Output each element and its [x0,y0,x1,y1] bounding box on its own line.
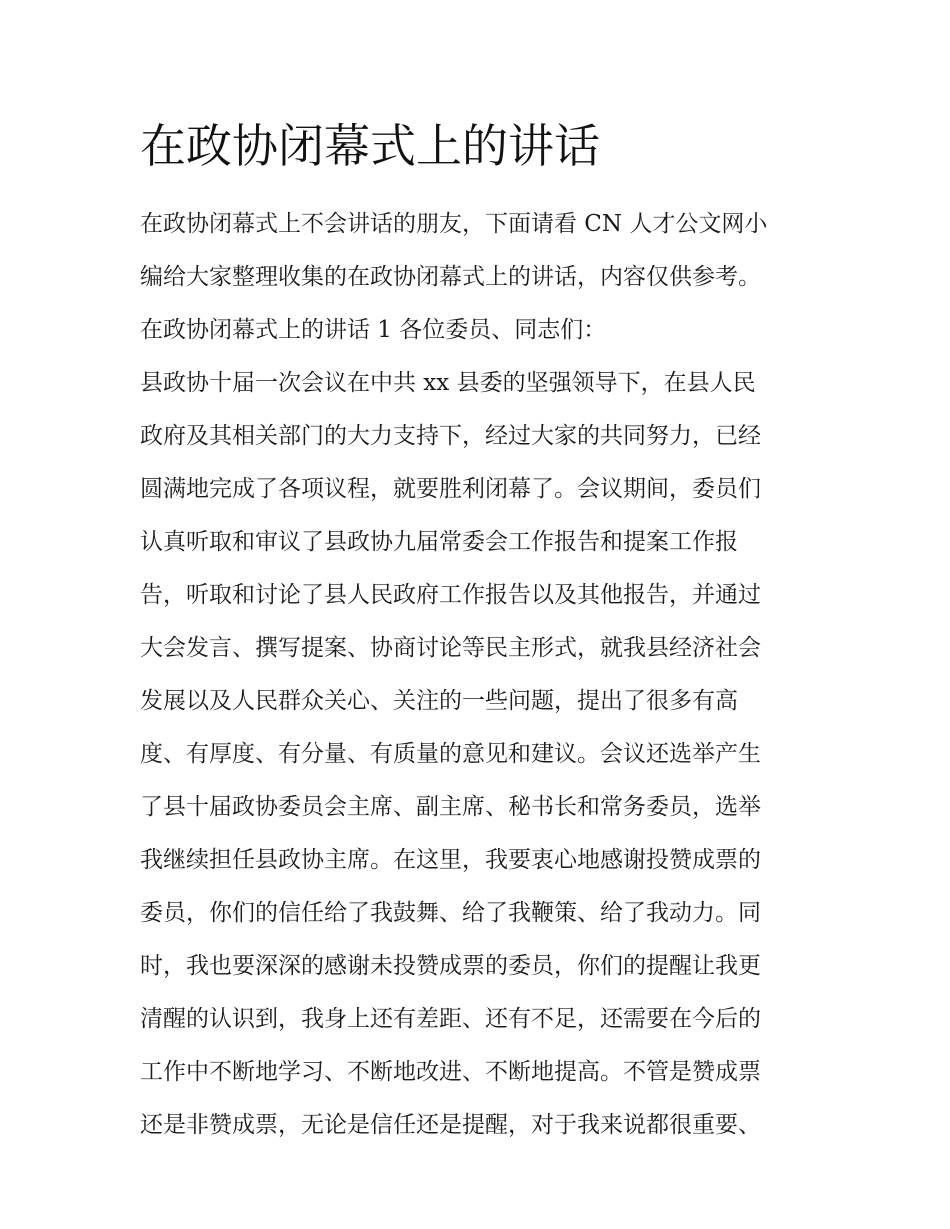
text-line: 告，听取和讨论了县人民政府工作报告以及其他报告，并通过 [140,582,761,608]
text-line: 政府及其相关部门的大力支持下，经过大家的共同努力，已经 [140,423,761,449]
text-line: 了县十届政协委员会主席、副主席、秘书长和常务委员，选举 [140,794,761,820]
text-line: 委员，你们的信任给了我鼓舞、给了我鞭策、给了我动力。同 [140,900,761,926]
text-line: 度、有厚度、有分量、有质量的意见和建议。会议还选举产生 [140,741,761,767]
text-line: 时，我也要深深的感谢未投赞成票的委员，你们的提醒让我更 [140,953,761,979]
text-line: 大会发言、撰写提案、协商讨论等民主形式，就我县经济社会 [140,635,761,661]
text-line: 在政协闭幕式上的讲话 1 各位委员、同志们： [140,317,607,343]
text-line: 还是非赞成票，无论是信任还是提醒，对于我来说都很重要、 [140,1112,761,1138]
text-line: 县政协十届一次会议在中共 xx 县委的坚强领导下，在县人民 [140,370,756,396]
text-line: 发展以及人民群众关心、关注的一些问题，提出了很多有高 [140,688,738,714]
text-line: 工作中不断地学习、不断地改进、不断地提高。不管是赞成票 [140,1059,761,1085]
text-line: 圆满地完成了各项议程，就要胜利闭幕了。会议期间，委员们 [140,476,761,502]
text-line: 认真听取和审议了县政协九届常委会工作报告和提案工作报 [140,529,738,555]
text-line: 我继续担任县政协主席。在这里，我要衷心地感谢投赞成票的 [140,847,761,873]
document-body [140,198,820,1152]
text-line: 清醒的认识到，我身上还有差距、还有不足，还需要在今后的 [140,1006,761,1032]
text-line: 编给大家整理收集的在政协闭幕式上的讲话，内容仅供参考。 [140,264,761,290]
page-title: 在政协闭幕式上的讲话 [140,119,600,173]
text-line: 在政协闭幕式上不会讲话的朋友，下面请看 CN 人才公文网小 [140,211,768,237]
